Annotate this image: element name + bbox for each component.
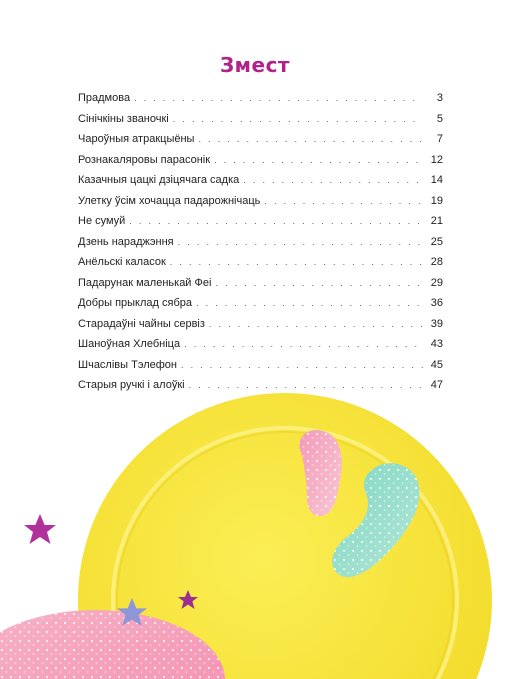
toc-entry (78, 113, 443, 134)
toc-entry (78, 133, 443, 154)
toc-entry-page: 45 (430, 358, 443, 371)
toc-entry-title: Шаноўная Хлебніца (78, 338, 181, 350)
dot-leader (181, 360, 423, 370)
dot-leader (189, 380, 423, 390)
toc-entry-title: Добры прыклад сябра (78, 297, 192, 309)
toc-entry (78, 92, 443, 113)
toc-entry-page: 39 (430, 317, 443, 330)
page-title: Змест (219, 53, 291, 77)
dot-leader (173, 114, 423, 124)
toc-entry-title: Дзень нараджэння (78, 235, 174, 248)
toc-entry-title: Улетку ўсім хочацца падарожнічаць (78, 194, 261, 207)
toc-entry (78, 256, 443, 277)
dot-leader (215, 278, 423, 288)
toc-entry (78, 215, 443, 236)
toc-entry (78, 277, 443, 298)
toc-entry (78, 297, 443, 318)
toc-entry-title: Казачныя цацкі дзіцячага садка (78, 174, 240, 186)
toc-entry-title: Не сумуй (78, 215, 126, 227)
dot-leader (214, 155, 423, 165)
dot-leader (129, 216, 423, 226)
toc-entry-title: Чароўныя атракцыёны (78, 133, 195, 145)
toc-entry (78, 379, 443, 400)
toc-entry-title: Сінічкіны званочкі (78, 112, 169, 125)
dot-leader (243, 175, 423, 185)
toc-entry (78, 359, 443, 380)
toc-entry (78, 338, 443, 359)
dot-leader (264, 196, 423, 206)
toc-entry-title: Старыя ручкі і алоўкі (78, 379, 185, 391)
dot-leader (198, 134, 423, 144)
toc-entry (78, 195, 443, 216)
toc-entry-title: Прадмова (78, 92, 131, 104)
dot-leader (196, 298, 423, 308)
toc-entry-page: 21 (430, 215, 443, 227)
toc-entry-page: 28 (430, 256, 443, 268)
toc-entry-page: 29 (430, 276, 443, 289)
dot-leader (170, 257, 423, 267)
table-of-contents (78, 92, 443, 400)
toc-entry-title: Рознакаляровы парасонік (78, 153, 211, 166)
toc-entry-title: Падарунак маленькай Феі (78, 276, 212, 289)
dot-leader (178, 237, 423, 247)
toc-entry-page: 36 (430, 297, 443, 309)
dot-leader (209, 319, 423, 329)
toc-entry-title: Анёльскі каласок (78, 256, 166, 268)
toc-entry (78, 318, 443, 339)
toc-entry-page: 47 (430, 379, 443, 391)
toc-entry-page: 7 (436, 133, 443, 145)
toc-entry-title: Старадаўні чайны сервіз (78, 317, 205, 330)
dot-leader (134, 93, 423, 103)
toc-entry-page: 12 (430, 153, 443, 166)
dot-leader (184, 339, 423, 349)
toc-entry-page: 3 (436, 92, 443, 104)
toc-entry-page: 19 (430, 194, 443, 207)
toc-entry-page: 14 (430, 174, 443, 186)
toc-entry (78, 174, 443, 195)
toc-entry-page: 43 (430, 338, 443, 350)
toc-entry-title: Шчаслівы Тэлефон (78, 358, 177, 371)
star-large-magenta (24, 514, 56, 544)
toc-entry (78, 154, 443, 175)
toc-entry-page: 5 (436, 112, 443, 125)
toc-entry-page: 25 (430, 235, 443, 248)
toc-entry (78, 236, 443, 257)
